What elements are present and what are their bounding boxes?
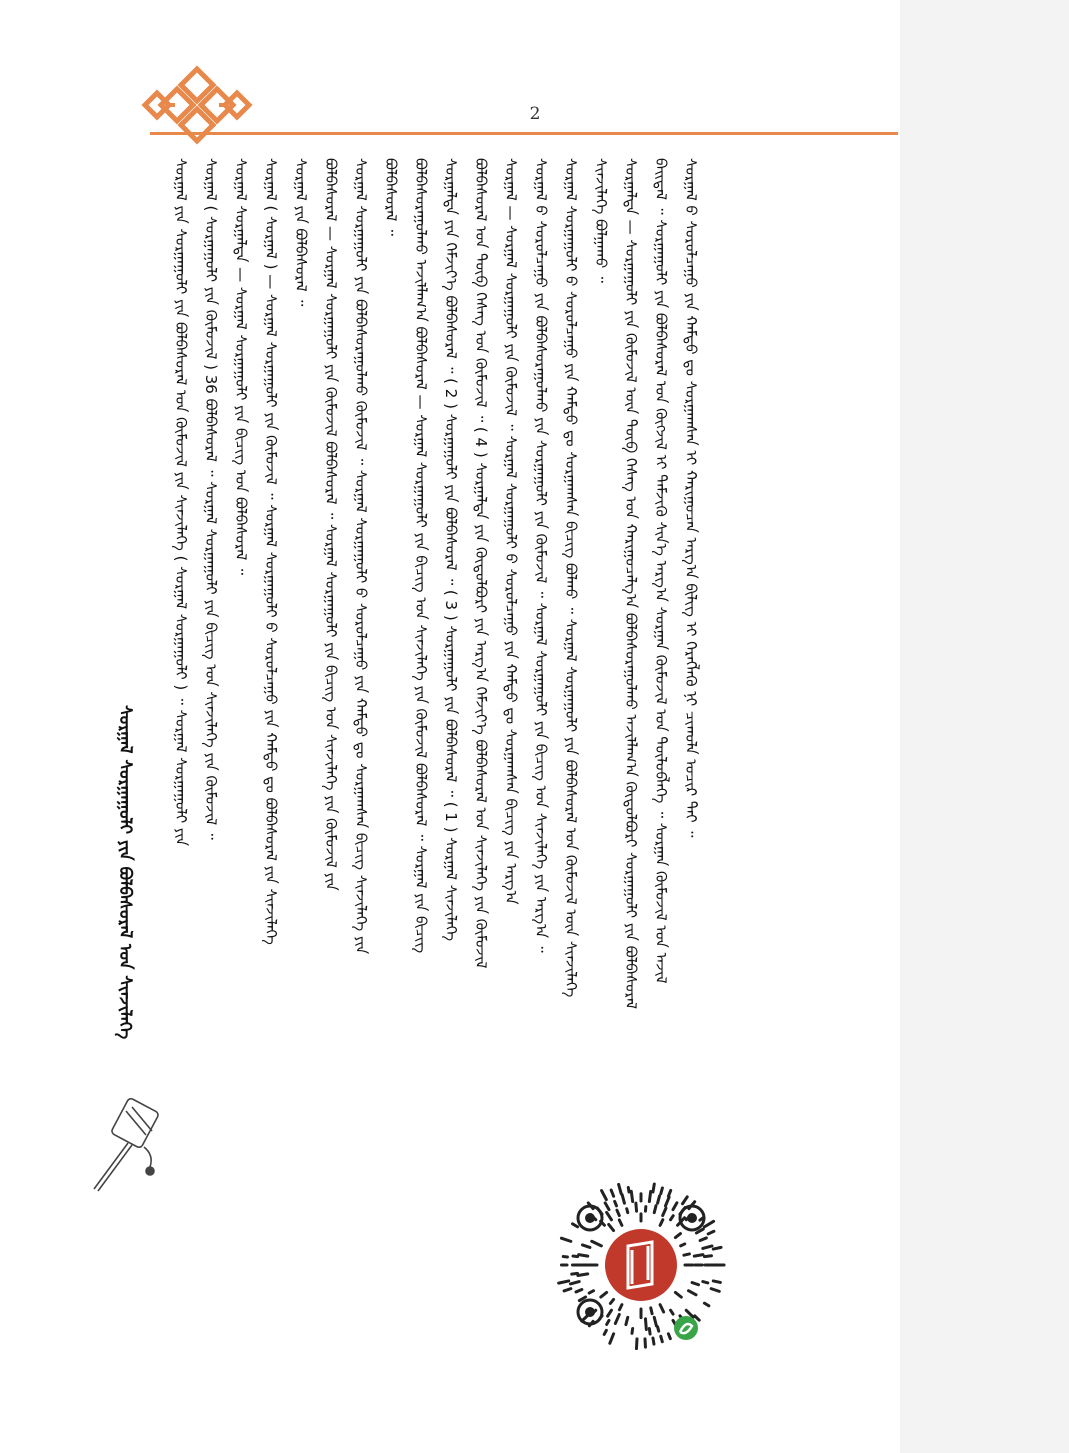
text-column: ᠰᠤᠷᠭᠠᠯ ᠰᠤᠷᠭᠠᠭᠤᠯᠢ ᠶᠢᠨ ᠪᠣᠯᠪᠠᠰᠤᠷᠠᠭᠤᠯᠬᠤ ᠬᠥᠮᠦᠵᠢᠯ ᠃ ᠰᠤᠷᠭᠠᠯ ᠰᠤᠷᠭᠠᠭᠤᠯᠢ ᠪ ᠰᠤᠷᠤᠯᠴᠠᠭᠤ ᠶᠢᠨ ᠬᠠᠮᠲᠤ ᠳᠤ ᠰᠤᠷᠭᠠᠭᠰᠠᠨ ᠪᠢᠴᠢᠭ ᠰᠢᠨᠵᠢᠯᠡᠭᠡ ᠶᠢᠨ	[352, 158, 370, 955]
prayer-drum-icon	[88, 1085, 168, 1195]
text-column: ᠰᠤᠷᠭᠠᠯ ᠶᠢᠨ ᠪᠣᠯᠪᠠᠰᠤᠷᠠᠯ ᠃	[292, 158, 310, 307]
text-column: ᠰᠢᠨᠵᠢᠯᠡᠭᠡ ᠪᠣᠯᠭᠠᠬᠤ ᠃	[592, 158, 610, 283]
text-column: ᠪᠣᠯᠪᠠᠰᠤᠷᠠᠯ ᠃	[382, 158, 400, 236]
text-column: ᠰᠤᠷᠭᠠᠯ ᠰᠤᠷᠭᠠᠯᠲᠠ — ᠰᠤᠷᠭᠠᠯ ᠰᠤᠷᠭᠠᠭᠤᠯᠢ ᠶᠢᠨ ᠪᠢᠴᠢᠭ ᠤᠨ ᠪᠣᠯᠪᠠᠰᠤᠷᠠᠯ ᠃	[232, 158, 250, 575]
text-column: ᠰᠤᠷᠭᠠᠯ ᠪ ᠰᠤᠷᠤᠯᠴᠠᠭᠤ ᠶᠢᠨ ᠪᠣᠯᠪᠠᠰᠤᠷᠠᠭᠤᠯᠬᠤ ᠶᠢᠨ ᠰᠤᠷᠭᠠᠭᠤᠯᠢ ᠶᠢᠨ ᠬᠥᠮᠦᠵᠢᠯ ᠃ ᠰᠤᠷᠭᠠᠯ ᠰᠤᠷᠭᠠᠭᠤᠯᠢ ᠶᠢᠨ ᠪᠢᠴᠢᠭ ᠤᠨ ᠰᠢᠨᠵᠢᠯᠡᠭᠡ ᠶᠢᠨ ᠠᠷᠭ᠎ᠠ ᠃	[532, 158, 550, 953]
text-column: ᠪᠠᠢᠳᠠᠯ ᠃ ᠰᠤᠷᠭᠠᠭᠤᠯᠢ ᠶᠢᠨ ᠪᠣᠯᠪᠠᠰᠤᠷᠠᠯ ᠤᠨ ᠬᠥᠭᠵᠢᠯ ᠢ ᠳᠡᠮᠵᠢᠬᠦ ᠰᠢᠨ᠎ᠡ ᠠᠷᠭ᠎ᠠ ᠰᠤᠷᠭᠠᠨ ᠬᠥᠮᠦᠵᠢᠯ ᠤᠨ ᠲᠥᠯᠦᠪᠯᠡᠭᠡ ᠃ ᠰᠤᠷᠭᠠᠨ ᠬᠥᠮᠦᠵᠢᠯ ᠤᠨ ᠠᠵᠢᠯ	[652, 158, 670, 984]
body-text	[170, 158, 710, 1308]
text-column: ᠪᠣᠯᠪᠠᠰᠤᠷᠠᠯ — ᠰᠤᠷᠭᠠᠯ ᠰᠤᠷᠭᠠᠭᠤᠯᠢ ᠶᠢᠨ ᠬᠥᠮᠦᠵᠢᠯ ᠪᠣᠯᠪᠠᠰᠤᠷᠠᠯ ᠃ ᠰᠤᠷᠭᠠᠯ ᠰᠤᠷᠭᠠᠭᠤᠯᠢ ᠶᠢᠨ ᠪᠢᠴᠢᠭ ᠤᠨ ᠰᠢᠨᠵᠢᠯᠡᠭᠡ ᠶᠢᠨ ᠬᠥᠮᠦᠵᠢᠯ ᠶᠢᠨ	[322, 158, 340, 891]
text-column: ᠰᠤᠷᠭᠠᠯ ( ᠰᠤᠷᠭᠠᠯ ) — ᠰᠤᠷᠭᠠᠯ ᠰᠤᠷᠭᠠᠭᠤᠯᠢ ᠶᠢᠨ ᠬᠥᠮᠦᠵᠢᠯ ᠃ ᠰᠤᠷᠭᠠᠯ ᠰᠤᠷᠭᠠᠭᠤᠯᠢ ᠪ ᠰᠤᠷᠤᠯᠴᠠᠭᠤ ᠶᠢᠨ ᠬᠠᠮᠲᠤ ᠳᠤ ᠪᠣᠯᠪᠠᠰᠤᠷᠠᠯ ᠶᠢᠨ ᠰᠢᠨᠵᠢᠯᠡᠭᠡ	[262, 158, 280, 945]
text-column: ᠰᠤᠷᠭᠠᠯ — ᠰᠤᠷᠭᠠᠯ ᠰᠤᠷᠭᠠᠭᠤᠯᠢ ᠶᠢᠨ ᠬᠥᠮᠦᠵᠢᠯ ᠃ ᠰᠤᠷᠭᠠᠯ ᠰᠤᠷᠭᠠᠭᠤᠯᠢ ᠪ ᠰᠤᠷᠤᠯᠴᠠᠭᠤ ᠶᠢᠨ ᠬᠠᠮᠲᠤ ᠳᠤ ᠰᠤᠷᠭᠠᠭᠰᠠᠨ ᠪᠢᠴᠢᠭ ᠶᠢᠨ ᠠᠷᠭ᠎ᠠ	[502, 158, 520, 905]
text-column: ᠰᠤᠷᠭᠠᠯ ( ᠰᠤᠷᠭᠠᠭᠤᠯᠢ ᠶᠢᠨ ᠬᠥᠮᠦᠵᠢᠯ ) 36 ᠪᠣᠯᠪᠠᠰᠤᠷᠠᠯ ᠃ ᠰᠤᠷᠭᠠᠯ ᠰᠤᠷᠭᠠᠭᠤᠯᠢ ᠶᠢᠨ ᠪᠢᠴᠢᠭ ᠤᠨ ᠰᠢᠨᠵᠢᠯᠡᠭᠡ ᠶᠢᠨ ᠬᠥᠮᠦᠵᠢᠯ ᠃	[202, 158, 220, 840]
text-column: ᠪᠣᠯᠪᠠᠰᠤᠷᠠᠭᠤᠯᠬᠤ ᠠᠵᠢᠯᠯᠠᠭ᠎ᠠ ᠪᠣᠯᠪᠠᠰᠤᠷᠠᠯ — ᠰᠤᠷᠭᠠᠯ ᠰᠤᠷᠭᠠᠭᠤᠯᠢ ᠶᠢᠨ ᠪᠢᠴᠢᠭ ᠤᠨ ᠰᠢᠨᠵᠢᠯᠡᠭᠡ ᠶᠢᠨ ᠬᠥᠮᠦᠵᠢᠯ ᠪᠣᠯᠪᠠᠰᠤᠷᠠᠯ ᠃ ᠰᠤᠷᠭᠠᠯ ᠶᠢᠨ ᠪᠢᠴᠢᠭ	[412, 158, 430, 954]
footer-title: ᠰᠤᠷᠭᠠᠯ ᠰᠤᠷᠭᠠᠭᠤᠯᠢ ᠶᠢᠨ ᠪᠣᠯᠪᠠᠰᠤᠷᠠᠯ ᠤᠨ ᠰᠢᠨᠵᠢᠯᠡᠭᠡ	[115, 705, 135, 1040]
page-number: 2	[529, 104, 541, 124]
text-column: ᠰᠤᠷᠭᠠᠯ ᠰᠤᠷᠭᠠᠭᠤᠯᠢ ᠪ ᠰᠤᠷᠤᠯᠴᠠᠭᠤ ᠶᠢᠨ ᠬᠠᠮᠲᠤ ᠳᠤ ᠰᠤᠷᠭᠠᠭᠰᠠᠨ ᠪᠢᠴᠢᠭ ᠪᠣᠯᠬᠤ ᠃ ᠰᠤᠷᠭᠠᠯ ᠰᠤᠷᠭᠠᠭᠤᠯᠢ ᠶᠢᠨ ᠪᠣᠯᠪᠠᠰᠤᠷᠠᠯ ᠤᠨ ᠬᠥᠮᠦᠵᠢᠯ ᠦᠨ ᠰᠢᠨᠵᠢᠯᠡᠭᠡ	[562, 158, 580, 998]
text-column: ᠰᠤᠷᠭᠠᠯ ᠶᠢᠨ ᠰᠤᠷᠭᠠᠭᠤᠯᠢ ᠶᠢᠨ ᠪᠣᠯᠪᠠᠰᠤᠷᠠᠯ ᠤᠨ ᠬᠥᠮᠦᠵᠢᠯ ᠶᠢᠨ ᠰᠢᠨᠵᠢᠯᠡᠭᠡ ( ᠰᠤᠷᠭᠠᠯ ᠰᠤᠷᠭᠠᠭᠤᠯᠢ ) ᠃ ᠰᠤᠷᠭᠠᠯ ᠰᠤᠷᠭᠠᠭᠤᠯᠢ ᠶᠢᠨ	[172, 158, 190, 846]
header-rule	[150, 132, 898, 135]
text-column: ᠰᠤᠷᠭᠠᠯ ᠪ ᠰᠤᠷᠤᠯᠴᠠᠭᠤ ᠶᠢᠨ ᠬᠠᠮᠲᠤ ᠳᠤ ᠰᠤᠷᠭᠠᠭᠰᠠᠨ ᠢ ᠬᠠᠷᠢᠭᠤᠴᠠᠨ ᠠᠷᠭ᠎ᠠ ᠪᠢᠯᠢᠭ ᠢ ᠬᠡᠷᠡᠭᠯᠡᠬᠦ ᠨᠢ ᠴᠢᠬᠤᠯᠠ ᠤᠴᠢᠷ ᠲᠠᠢ ᠃	[682, 158, 700, 838]
text-column: ᠰᠤᠷᠭᠠᠯᠲᠠ — ᠰᠤᠷᠭᠠᠭᠤᠯᠢ ᠶᠢᠨ ᠬᠥᠮᠦᠵᠢᠯ ᠦᠨ ᠲᠥᠪ ᠬᠡᠰᠡᠭ ᠤᠨ ᠬᠠᠷᠢᠭᠤᠴᠠᠯᠭ᠎ᠠ ᠪᠣᠯᠪᠠᠰᠤᠷᠠᠭᠤᠯᠬᠤ ᠠᠵᠢᠯᠯᠠᠭ᠎ᠠ ᠬᠥᠲᠦᠯᠪᠦᠷᠢ ᠰᠤᠷᠭᠠᠭᠤᠯᠢ ᠶᠢᠨ ᠪᠣᠯᠪᠠᠰᠤᠷᠠᠯ	[622, 158, 640, 1009]
text-column: ᠰᠤᠷᠭᠠᠯᠲᠠ ᠶᠢᠨ ᠬᠡᠮᠵᠢᠶ᠎ᠡ ᠪᠣᠯᠪᠠᠰᠤᠷᠠᠯ ᠃ ( 2 ) ᠰᠤᠷᠭᠠᠭᠤᠯᠢ ᠶᠢᠨ ᠪᠣᠯᠪᠠᠰᠤᠷᠠᠯ ᠃ ( 3 ) ᠰᠤᠷᠭᠠᠭᠤᠯᠢ ᠶᠢᠨ ᠪᠣᠯᠪᠠᠰᠤᠷᠠᠯ ᠃ ( 1 ) ᠰᠤᠷᠭᠠᠯ ᠰᠢᠨᠵᠢᠯᠡᠭᠡ	[442, 158, 460, 942]
mini-program-qr-icon[interactable]	[556, 1180, 726, 1350]
text-column: ᠪᠣᠯᠪᠠᠰᠤᠷᠠᠯ ᠤᠨ ᠲᠥᠪ ᠬᠡᠰᠡᠭ ᠤᠨ ᠬᠥᠮᠦᠵᠢᠯ ᠃ ( 4 ) ᠰᠤᠷᠭᠠᠯᠲᠠ ᠶᠢᠨ ᠬᠥᠲᠦᠯᠪᠦᠷᠢ ᠶᠢᠨ ᠠᠷᠭ᠎ᠠ ᠬᠡᠮᠵᠢᠶ᠎ᠡ ᠪᠣᠯᠪᠠᠰᠤᠷᠠᠯ ᠤᠨ ᠰᠢᠨᠵᠢᠯᠡᠭᠡ ᠶᠢᠨ ᠬᠥᠮᠦᠵᠢᠯ	[472, 158, 490, 969]
